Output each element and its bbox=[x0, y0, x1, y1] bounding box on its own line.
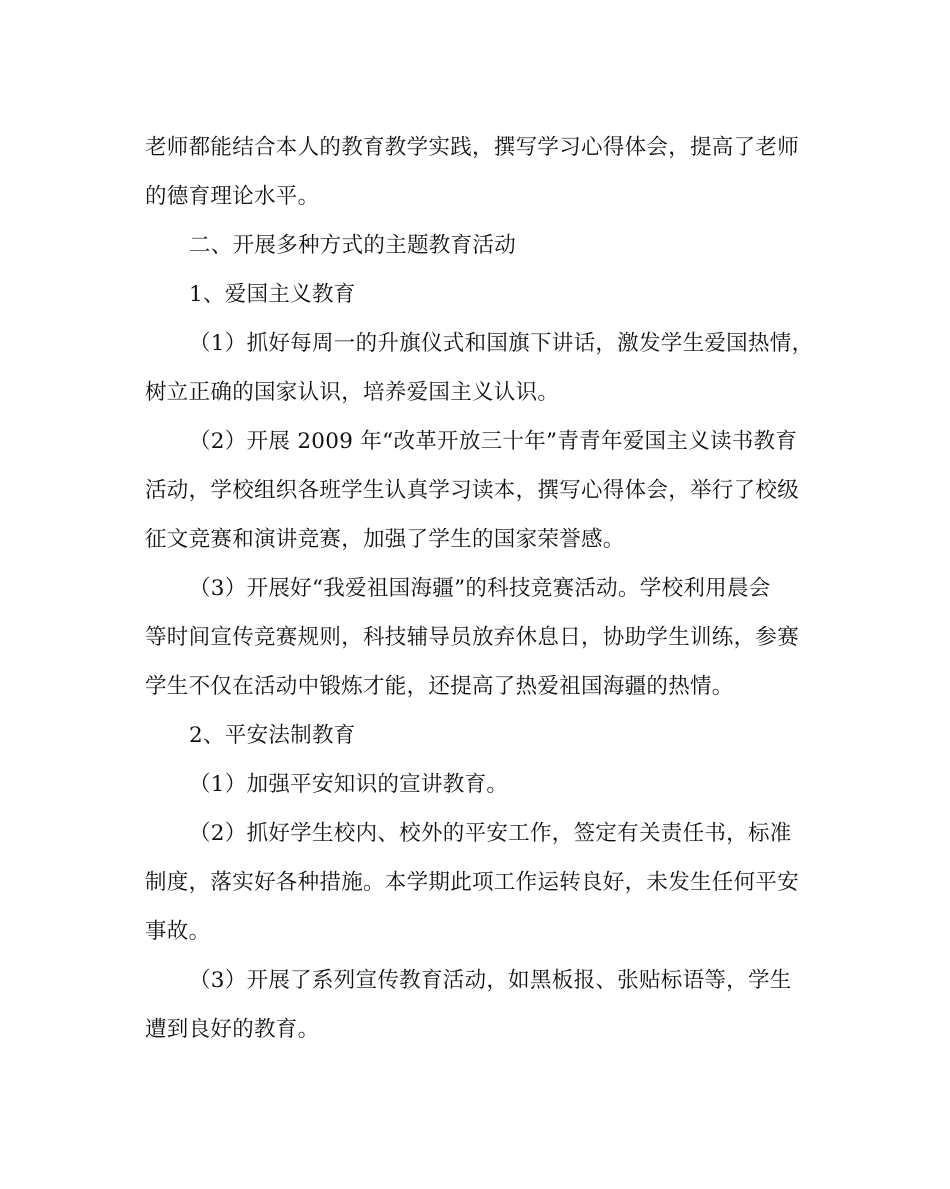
text-line: （3）开展好“我爱祖国海疆”的科技竞赛活动。学校利用晨会 bbox=[189, 576, 771, 601]
text-line: （1）抓好每周一的升旗仪式和国旗下讲话，激发学生爱国热情， bbox=[189, 331, 814, 356]
text-line: 的德育理论水平。 bbox=[145, 184, 320, 209]
text-line: 树立正确的国家认识，培养爱国主义认识。 bbox=[145, 380, 560, 405]
text-line: 老师都能结合本人的教育教学实践，撰写学习心得体会，提高了老师 bbox=[145, 135, 800, 160]
section-heading: 二、开展多种方式的主题教育活动 bbox=[189, 233, 517, 258]
text-line: （1）加强平安知识的宣讲教育。 bbox=[189, 772, 509, 797]
text-line: 活动，学校组织各班学生认真学习读本，撰写心得体会，举行了校级 bbox=[145, 478, 800, 503]
text-line: 征文竞赛和演讲竞赛，加强了学生的国家荣誉感。 bbox=[145, 527, 625, 552]
text-line: 事故。 bbox=[145, 919, 211, 944]
text-line: 遭到良好的教育。 bbox=[145, 1017, 320, 1042]
text-line: （3）开展了系列宣传教育活动，如黑板报、张贴标语等，学生 bbox=[189, 968, 792, 993]
text-line: 学生不仅在活动中锻炼才能，还提高了热爱祖国海疆的热情。 bbox=[145, 674, 734, 699]
text-line: （2）开展 2009 年“改革开放三十年”青青年爱国主义读书教育 bbox=[189, 429, 798, 454]
text-line: 等时间宣传竞赛规则，科技辅导员放弃休息日，协助学生训练，参赛 bbox=[145, 625, 800, 650]
subsection-heading: 1、爱国主义教育 bbox=[189, 282, 356, 307]
subsection-heading: 2、平安法制教育 bbox=[189, 723, 356, 748]
text-line: 制度，落实好各种措施。本学期此项工作运转良好，未发生任何平安 bbox=[145, 870, 800, 895]
text-line: （2）抓好学生校内、校外的平安工作，签定有关责任书，标准 bbox=[189, 821, 792, 846]
